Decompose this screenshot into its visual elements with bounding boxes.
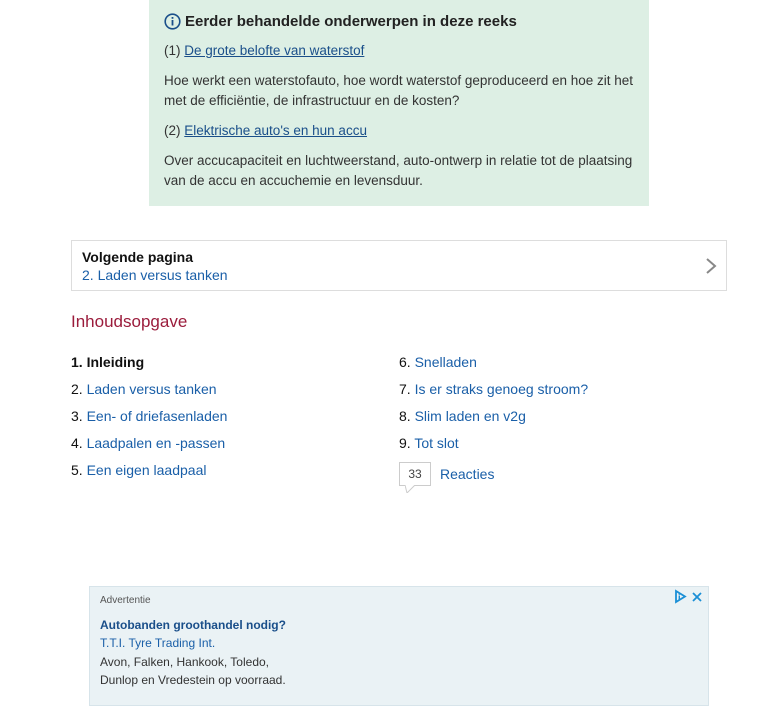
toc-item-fasenladen[interactable] xyxy=(71,406,371,433)
ad-title[interactable]: Autobanden groothandel nodig? xyxy=(100,618,286,632)
toc-item-eigen-laadpaal[interactable] xyxy=(71,460,371,487)
reactions-label[interactable]: Reacties xyxy=(440,466,495,482)
ad-label: Advertentie xyxy=(100,595,151,606)
adchoices-icon[interactable] xyxy=(673,589,688,604)
toc-item-laden-versus-tanken[interactable] xyxy=(71,379,371,406)
toc-item-title[interactable]: Laadpalen en -passen xyxy=(86,435,226,451)
next-page-label: Volgende pagina xyxy=(82,249,193,265)
toc-item-number: 4. xyxy=(71,435,83,451)
toc-item-number: 8. xyxy=(399,408,411,424)
toc-item-slim-laden[interactable] xyxy=(399,406,699,433)
bubble-tail xyxy=(405,485,415,493)
reactions-link[interactable] xyxy=(399,462,699,486)
reactions-count: 33 xyxy=(408,467,422,481)
ad-controls xyxy=(673,589,704,604)
toc-item-number: 5. xyxy=(71,462,83,478)
toc-item-title[interactable]: Is er straks genoeg stroom? xyxy=(414,381,589,397)
toc-title: Inhoudsopgave xyxy=(71,312,188,331)
toc-item-snelladen[interactable] xyxy=(399,352,699,379)
toc-item-number: 1. xyxy=(71,354,83,370)
ad-advertiser[interactable]: T.T.I. Tyre Trading Int. xyxy=(100,636,216,650)
series-link-accu[interactable]: Elektrische auto's en hun accu xyxy=(184,123,367,138)
series-item-2 xyxy=(164,121,634,141)
series-title: Eerder behandelde onderwerpen in deze reeks xyxy=(185,12,517,30)
next-page-box[interactable] xyxy=(71,240,727,291)
toc-item-number: 2. xyxy=(71,381,83,397)
toc-item-title[interactable]: Snelladen xyxy=(414,354,477,370)
toc-column-left xyxy=(71,352,371,487)
chevron-right-icon[interactable] xyxy=(705,257,717,275)
toc-item-number: 9. xyxy=(399,435,411,451)
toc-item-title[interactable]: Inleiding xyxy=(86,354,145,370)
ad-description-line-1: Avon, Falken, Hankook, Toledo, xyxy=(100,655,269,669)
toc-item-inleiding[interactable] xyxy=(71,352,371,379)
series-item-number: (2) xyxy=(164,123,181,138)
toc-item-number: 7. xyxy=(399,381,411,397)
toc-item-number: 6. xyxy=(399,354,411,370)
series-title-row xyxy=(164,12,634,30)
toc-item-title[interactable]: Een- of driefasenladen xyxy=(86,408,228,424)
series-item-1 xyxy=(164,41,634,61)
next-page-link[interactable]: 2. Laden versus tanken xyxy=(82,267,228,283)
toc-column-right xyxy=(399,352,699,486)
toc-item-tot-slot[interactable] xyxy=(399,433,699,460)
toc-item-title[interactable]: Tot slot xyxy=(414,435,459,451)
series-description-1: Hoe werkt een waterstofauto, hoe wordt waterstof geproduceerd en hoe zit het met de efficiëntie, de infrastructuur en de kosten? xyxy=(164,73,634,108)
ad-description-line-2: Dunlop en Vredestein op voorraad. xyxy=(100,673,286,687)
close-icon[interactable] xyxy=(690,590,704,604)
toc-item-number: 3. xyxy=(71,408,83,424)
advertisement[interactable] xyxy=(89,586,709,706)
toc-item-title[interactable]: Laden versus tanken xyxy=(86,381,217,397)
series-item-number: (1) xyxy=(164,43,181,58)
series-description-2: Over accucapaciteit en luchtweerstand, auto-ontwerp in relatie tot de plaatsing van de accu en accuchemie en levensduur. xyxy=(164,153,633,188)
toc-item-genoeg-stroom[interactable] xyxy=(399,379,699,406)
toc-item-title[interactable]: Slim laden en v2g xyxy=(414,408,526,424)
series-link-waterstof[interactable]: De grote belofte van waterstof xyxy=(184,43,365,58)
toc-item-title[interactable]: Een eigen laadpaal xyxy=(86,462,207,478)
info-icon xyxy=(164,13,181,30)
comment-bubble-icon[interactable] xyxy=(399,462,431,486)
toc-item-laadpalen[interactable] xyxy=(71,433,371,460)
series-box xyxy=(149,0,649,206)
